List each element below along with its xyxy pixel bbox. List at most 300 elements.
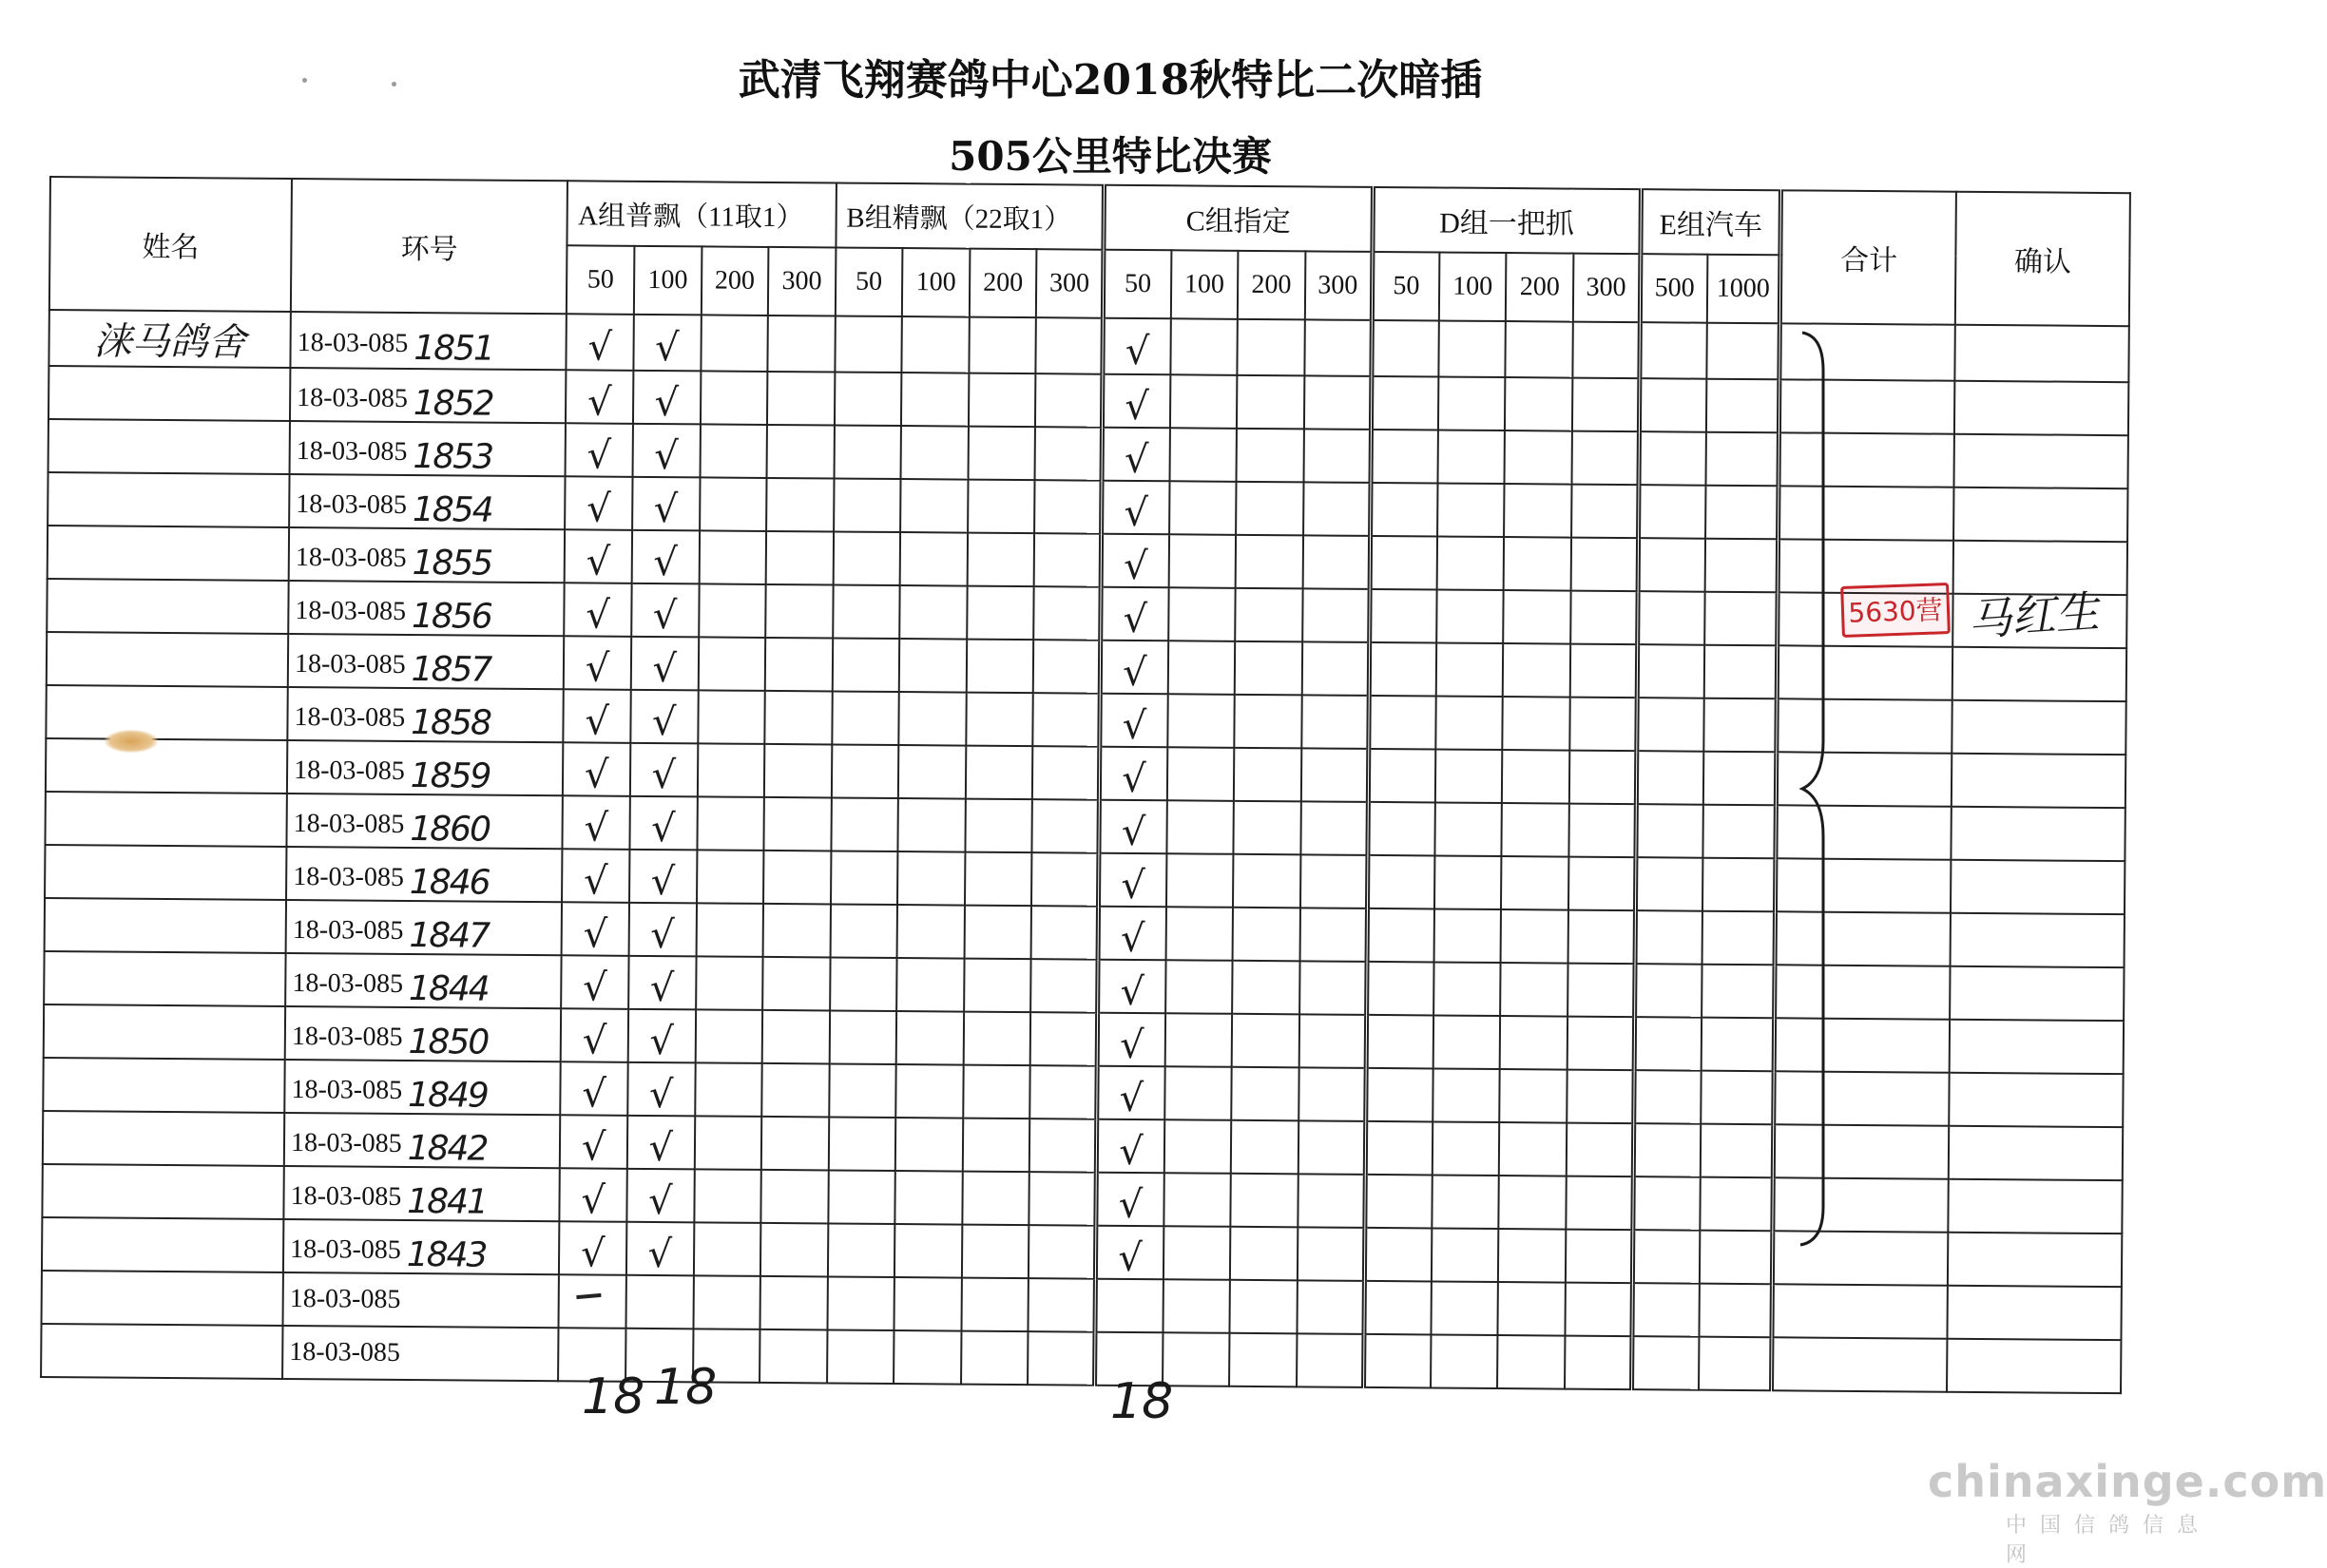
cell-b100 — [902, 316, 970, 373]
cell-a200 — [700, 424, 767, 478]
check-mark: √ — [580, 1231, 606, 1276]
cell-c300 — [1302, 535, 1370, 589]
cell-d300 — [1568, 804, 1636, 858]
name-cell — [48, 366, 290, 421]
cell-b300 — [1032, 746, 1100, 800]
name-header: 姓名 — [49, 177, 292, 312]
cell-d200 — [1502, 750, 1569, 804]
cell-d300 — [1567, 964, 1635, 1018]
ring-suffix: 1858 — [411, 702, 490, 743]
cell-c200 — [1233, 854, 1300, 908]
cell-a100 — [632, 530, 700, 584]
subheader-c-200: 200 — [1238, 251, 1305, 320]
cell-a50 — [561, 1061, 628, 1116]
group-c-header: C组指定 — [1104, 185, 1373, 252]
ring-cell — [287, 794, 564, 849]
confirm-cell — [1949, 1179, 2123, 1233]
cell-b100 — [894, 1224, 962, 1278]
cell-a300 — [762, 957, 830, 1011]
cell-b200 — [967, 586, 1034, 641]
cell-d50 — [1367, 855, 1434, 909]
cell-a200 — [700, 477, 767, 531]
cell-d300 — [1571, 431, 1639, 486]
cell-d100 — [1438, 376, 1506, 430]
check-mark: √ — [1119, 1023, 1144, 1067]
check-mark: √ — [581, 1124, 606, 1170]
confirm-signature: 马红生 — [1966, 585, 2101, 646]
ring-suffix: 1846 — [409, 862, 490, 903]
cell-a100 — [631, 637, 699, 691]
subheader-b-300: 300 — [1036, 249, 1104, 318]
cell-c200 — [1236, 535, 1303, 589]
ring-cell — [284, 1060, 561, 1115]
check-mark: √ — [650, 806, 676, 851]
cell-b200 — [968, 427, 1035, 481]
cell-b100 — [896, 958, 964, 1012]
cell-d300 — [1569, 698, 1637, 752]
cell-b300 — [1029, 1225, 1096, 1279]
paper-speck — [302, 78, 307, 83]
check-mark: √ — [653, 487, 679, 531]
cell-c100 — [1169, 374, 1237, 429]
cell-a300 — [766, 478, 834, 532]
pen-mark — [575, 1284, 601, 1299]
cell-a100 — [628, 956, 696, 1010]
ring-suffix: 1854 — [412, 489, 492, 530]
cell-b100 — [901, 426, 969, 480]
cell-c200 — [1230, 1280, 1298, 1334]
cell-a200 — [695, 1062, 762, 1117]
cell-d100 — [1438, 320, 1506, 377]
name-cell — [48, 310, 291, 368]
cell-b100 — [895, 1064, 963, 1119]
cell-c100 — [1166, 800, 1234, 854]
check-mark: √ — [647, 1178, 673, 1223]
check-mark: √ — [1119, 1129, 1144, 1174]
confirm-cell — [1949, 1073, 2123, 1127]
cell-a50 — [562, 955, 629, 1009]
cell-e500 — [1638, 538, 1705, 592]
confirm-cell — [1948, 1286, 2122, 1340]
check-mark: √ — [585, 645, 610, 691]
cell-a50 — [560, 1115, 627, 1169]
cell-b300 — [1028, 1331, 1095, 1386]
cell-e500 — [1632, 1336, 1700, 1390]
cell-c200 — [1231, 1120, 1298, 1175]
cell-c200 — [1237, 319, 1304, 376]
total-brace — [1795, 333, 1842, 1245]
cell-b50 — [831, 797, 898, 851]
cell-a300 — [763, 904, 831, 958]
cell-e1000 — [1704, 592, 1778, 646]
total-cell — [1772, 1337, 1948, 1391]
cell-a100 — [633, 315, 701, 372]
ring-cell — [283, 1166, 560, 1221]
cell-e1000 — [1700, 1284, 1773, 1338]
cell-b50 — [834, 478, 901, 532]
cell-a300 — [763, 851, 831, 905]
cell-c300 — [1298, 1174, 1365, 1228]
cell-b200 — [969, 373, 1036, 428]
cell-a300 — [764, 797, 832, 851]
cell-d50 — [1365, 1121, 1433, 1176]
cell-e500 — [1637, 698, 1704, 752]
owner-name: 涞马鸽舍 — [93, 319, 246, 365]
ring-cell — [286, 847, 563, 902]
cell-b200 — [966, 693, 1033, 747]
check-mark: √ — [654, 433, 679, 478]
total-a100: 18 — [654, 1359, 718, 1416]
cell-d300 — [1572, 322, 1640, 379]
ring-prefix: 18-03-085 — [291, 1021, 403, 1052]
check-mark: √ — [583, 858, 608, 904]
cell-b200 — [962, 1225, 1029, 1279]
cell-b100 — [899, 585, 967, 640]
ring-prefix: 18-03-085 — [294, 648, 406, 679]
cell-d200 — [1500, 1069, 1567, 1123]
total-c50: 18 — [1110, 1373, 1174, 1430]
cell-c300 — [1298, 1067, 1366, 1121]
ring-cell — [286, 900, 563, 955]
cell-e1000 — [1701, 1124, 1774, 1178]
name-cell — [44, 1004, 285, 1060]
cell-a100 — [628, 1009, 696, 1063]
cell-a200 — [693, 1222, 760, 1276]
cell-d50 — [1365, 1175, 1433, 1229]
cell-e1000 — [1700, 1231, 1773, 1285]
subheader-c-300: 300 — [1304, 251, 1372, 320]
cell-d100 — [1433, 908, 1501, 963]
cell-c100 — [1168, 587, 1236, 641]
cell-b100 — [899, 639, 967, 693]
cell-e500 — [1636, 804, 1703, 858]
name-cell — [41, 1324, 282, 1379]
cell-c200 — [1235, 588, 1302, 642]
cell-c100 — [1165, 907, 1233, 961]
cell-c50 — [1102, 481, 1169, 535]
check-mark: √ — [587, 379, 612, 425]
check-mark: √ — [1118, 1182, 1144, 1227]
cell-d200 — [1498, 1282, 1566, 1336]
cell-c200 — [1237, 429, 1304, 483]
cell-c50 — [1097, 1119, 1164, 1174]
name-cell — [42, 1271, 283, 1326]
cell-b50 — [829, 1063, 896, 1118]
name-cell — [42, 1164, 283, 1219]
ring-suffix: 1844 — [408, 968, 489, 1009]
cell-d100 — [1435, 749, 1503, 803]
cell-b100 — [896, 1011, 964, 1065]
confirm-cell — [1948, 1233, 2122, 1287]
confirm-cell — [1952, 700, 2126, 755]
cell-c300 — [1303, 482, 1371, 536]
ring-suffix: 1855 — [412, 543, 492, 583]
name-cell — [44, 951, 285, 1006]
ring-prefix: 18-03-085 — [292, 914, 404, 946]
cell-c200 — [1234, 748, 1301, 802]
total-a50: 18 — [582, 1368, 645, 1425]
cell-b50 — [833, 531, 900, 585]
cell-a200 — [698, 637, 765, 691]
cell-d100 — [1432, 1228, 1499, 1282]
cell-d100 — [1436, 589, 1504, 643]
cell-b50 — [830, 904, 897, 958]
check-mark: √ — [649, 1019, 675, 1063]
ring-prefix: 18-03-085 — [294, 701, 406, 733]
cell-d200 — [1500, 963, 1567, 1017]
cell-d50 — [1369, 696, 1436, 750]
cell-a100 — [625, 1275, 693, 1329]
cell-c50 — [1102, 534, 1169, 588]
cell-e500 — [1635, 910, 1702, 965]
ring-cell — [290, 368, 567, 423]
cell-a50 — [559, 1274, 626, 1329]
ring-cell — [283, 1219, 560, 1274]
cell-e1000 — [1702, 1018, 1775, 1072]
cell-a300 — [764, 744, 832, 798]
cell-d100 — [1437, 483, 1505, 537]
cell-c200 — [1232, 961, 1299, 1015]
cell-c100 — [1164, 1119, 1231, 1174]
cell-d50 — [1368, 749, 1435, 803]
subheader-c-100: 100 — [1170, 250, 1238, 319]
cell-e1000 — [1705, 539, 1779, 593]
cell-a200 — [701, 315, 768, 372]
cell-d300 — [1572, 378, 1640, 432]
cell-b300 — [1031, 852, 1099, 907]
cell-d50 — [1372, 320, 1439, 377]
cell-d50 — [1367, 908, 1434, 963]
cell-c300 — [1298, 1014, 1366, 1068]
confirm-cell — [1947, 1339, 2121, 1393]
cell-a100 — [629, 850, 697, 904]
name-cell — [48, 526, 289, 581]
cell-a50 — [566, 370, 633, 424]
cell-c300 — [1301, 695, 1369, 749]
check-mark: √ — [1122, 703, 1147, 748]
confirm-cell — [1949, 1126, 2123, 1180]
cell-d200 — [1501, 909, 1568, 964]
cell-a200 — [695, 1009, 762, 1063]
cell-c50 — [1099, 800, 1166, 854]
cell-a300 — [760, 1170, 828, 1224]
cell-e1000 — [1699, 1337, 1772, 1391]
subheader-e-1000: 1000 — [1707, 255, 1780, 324]
cell-c50 — [1096, 1173, 1164, 1227]
cell-d100 — [1431, 1334, 1498, 1388]
cell-d300 — [1567, 1017, 1635, 1071]
check-mark: √ — [586, 539, 611, 584]
cell-c200 — [1233, 908, 1300, 962]
check-mark: √ — [651, 753, 677, 797]
ring-prefix: 18-03-085 — [290, 1233, 401, 1265]
cell-c300 — [1297, 1280, 1364, 1334]
cell-c50 — [1098, 1013, 1165, 1067]
cell-b300 — [1031, 906, 1099, 960]
subheader-a-50: 50 — [567, 245, 634, 315]
cell-b100 — [894, 1330, 961, 1385]
ring-suffix: 1856 — [411, 596, 491, 637]
name-cell — [46, 738, 287, 794]
cell-e1000 — [1705, 486, 1779, 540]
check-mark: √ — [586, 592, 611, 638]
ring-suffix: 1850 — [408, 1022, 489, 1062]
name-cell — [45, 898, 286, 953]
check-mark: √ — [653, 540, 679, 584]
cell-e500 — [1635, 857, 1702, 911]
cell-d300 — [1565, 1283, 1632, 1337]
cell-c200 — [1229, 1333, 1297, 1387]
cell-e1000 — [1702, 911, 1776, 966]
cell-e500 — [1634, 1070, 1702, 1124]
ring-cell — [288, 581, 565, 636]
ring-prefix: 18-03-085 — [290, 1127, 402, 1158]
confirm-cell — [1951, 913, 2125, 967]
cell-b300 — [1029, 1172, 1097, 1226]
cell-b100 — [900, 479, 968, 533]
ring-suffix: 1857 — [411, 649, 491, 690]
cell-a50 — [563, 795, 630, 850]
cell-b200 — [963, 1119, 1030, 1173]
cell-d100 — [1434, 855, 1502, 909]
check-mark: √ — [652, 646, 678, 691]
cell-b100 — [897, 905, 965, 959]
check-mark: √ — [654, 326, 680, 371]
watermark-subtitle: 中国信鸽信息网 — [2006, 1514, 2212, 1567]
cell-a100 — [630, 743, 698, 797]
cell-d200 — [1497, 1335, 1565, 1389]
cell-a300 — [762, 1010, 830, 1064]
check-mark: √ — [1122, 650, 1147, 695]
cell-a50 — [565, 529, 632, 583]
cell-a50 — [563, 742, 630, 796]
confirm-cell — [1954, 381, 2128, 435]
subheader-b-200: 200 — [970, 249, 1037, 318]
cell-b200 — [969, 317, 1036, 374]
cell-c100 — [1163, 1226, 1230, 1280]
check-mark: √ — [651, 699, 677, 744]
cell-c100 — [1164, 1173, 1231, 1227]
cell-d200 — [1501, 856, 1568, 910]
check-mark: √ — [654, 380, 680, 425]
cell-c200 — [1237, 375, 1304, 430]
ring-cell — [290, 312, 567, 370]
cell-b100 — [900, 532, 968, 586]
cell-c300 — [1303, 429, 1371, 483]
cell-b100 — [901, 373, 969, 427]
cell-a100 — [627, 1062, 695, 1117]
cell-e500 — [1639, 378, 1706, 432]
cell-a100 — [631, 583, 699, 638]
cell-a50 — [562, 902, 629, 956]
check-mark: √ — [1120, 916, 1145, 961]
cell-a200 — [697, 850, 764, 904]
subheader-b-100: 100 — [902, 248, 970, 317]
confirm-cell — [1950, 1020, 2124, 1074]
check-mark: √ — [584, 752, 609, 797]
name-cell — [45, 845, 286, 900]
cell-a100 — [633, 424, 701, 478]
cell-c50 — [1102, 428, 1169, 482]
cell-e1000 — [1706, 432, 1779, 487]
cell-b100 — [895, 1171, 963, 1225]
cell-a50 — [564, 636, 631, 690]
cell-b300 — [1035, 427, 1103, 481]
cell-b200 — [966, 746, 1033, 800]
cell-d300 — [1571, 485, 1639, 539]
subheader-b-50: 50 — [836, 247, 903, 316]
ring-suffix: 1847 — [409, 915, 490, 956]
check-mark: √ — [1123, 597, 1148, 641]
cell-a200 — [694, 1116, 761, 1170]
confirm-cell — [1954, 434, 2128, 488]
cell-c100 — [1164, 1066, 1232, 1120]
confirm-header: 确认 — [1955, 192, 2130, 326]
cell-c50 — [1100, 694, 1167, 748]
cell-e1000 — [1702, 965, 1775, 1019]
cell-c300 — [1301, 641, 1369, 696]
cell-a300 — [760, 1276, 828, 1330]
cell-b300 — [1035, 373, 1103, 428]
cell-d100 — [1432, 1175, 1499, 1229]
cell-b200 — [964, 959, 1031, 1013]
cell-d100 — [1437, 430, 1505, 484]
confirm-cell — [1952, 647, 2126, 701]
cell-c50 — [1098, 960, 1165, 1014]
cell-e1000 — [1702, 805, 1776, 859]
cell-a50 — [564, 689, 631, 743]
cell-d200 — [1505, 377, 1572, 431]
cell-b200 — [961, 1278, 1029, 1332]
check-mark: √ — [652, 593, 678, 638]
document-subtitle: 505公里特比决赛 — [949, 133, 1272, 180]
cell-c50 — [1096, 1226, 1164, 1280]
cell-d100 — [1433, 962, 1501, 1016]
cell-d200 — [1500, 1016, 1567, 1070]
cell-e500 — [1639, 431, 1706, 486]
cell-c300 — [1301, 748, 1369, 802]
cell-d300 — [1567, 1123, 1634, 1177]
cell-c100 — [1168, 534, 1236, 588]
cell-a200 — [696, 956, 763, 1010]
check-mark: √ — [585, 698, 610, 744]
ring-prefix: 18-03-085 — [295, 542, 407, 573]
cell-b200 — [968, 480, 1035, 534]
cell-a300 — [761, 1117, 829, 1171]
document-title: 武清飞翔赛鸽中心2018秋特比二次暗插 — [738, 56, 1483, 105]
confirm-cell — [1950, 966, 2124, 1021]
cell-c100 — [1165, 960, 1233, 1014]
cell-b100 — [898, 745, 966, 799]
check-mark: √ — [649, 966, 675, 1010]
cell-a300 — [764, 691, 832, 745]
ring-header: 环号 — [291, 179, 567, 314]
cell-b200 — [965, 799, 1032, 853]
subheader-e-500: 500 — [1640, 254, 1707, 323]
total-seal: 5630营 — [1840, 583, 1951, 638]
ring-prefix: 18-03-085 — [297, 328, 409, 358]
cell-e500 — [1638, 591, 1705, 645]
check-mark: √ — [587, 432, 612, 478]
paper-smudge — [105, 730, 158, 753]
cell-e500 — [1640, 322, 1707, 379]
cell-e500 — [1632, 1283, 1700, 1337]
cell-d50 — [1364, 1281, 1432, 1335]
name-cell — [43, 1058, 284, 1113]
cell-b50 — [835, 316, 902, 373]
subheader-d-50: 50 — [1372, 252, 1439, 321]
subheader-c-50: 50 — [1104, 250, 1171, 319]
